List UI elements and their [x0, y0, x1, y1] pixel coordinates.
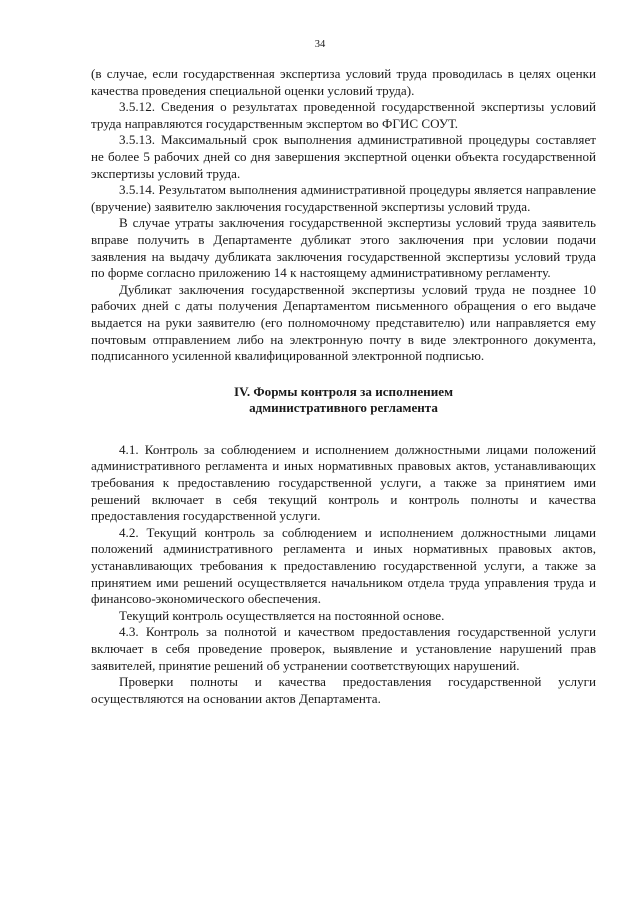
paragraph-3-5-12: 3.5.12. Сведения о результатах проведенной государственной экспертизы условий труда направляются государственным экспертом во ФГИС СОУТ.: [91, 99, 596, 131]
section-heading-line-1: IV. Формы контроля за исполнением: [234, 383, 453, 399]
paragraph-4-1: 4.1. Контроль за соблюдением и исполнением должностными лицами положений административного регламента и иных нормативных правовых актов, устанавливающих требования к предоставлению государственной услуги, а также за принятием ими решений включает в себя текущий контроль и контроль полноты и качества предоставления государственной услуги.: [91, 441, 596, 524]
page-number: 34: [314, 39, 326, 50]
paragraph-duplicate: Дубликат заключения государственной экспертизы условий труда не позднее 10 рабочих дней с даты получения Департаментом письменного обращения о его выдаче выдается на руки заявителю (его полномочному представителю) или направляется ему почтовым отправлением либо на электронную почту в виде электронного документа, подписанного усиленной квалифицированной электронной подписью.: [91, 281, 596, 364]
paragraph-3-5-13: 3.5.13. Максимальный срок выполнения административной процедуры составляет не более 5 рабочих дней со дня завершения экспертной оценки объекта государственной экспертизы условий труда.: [91, 132, 596, 181]
paragraph-4-2: 4.2. Текущий контроль за соблюдением и исполнением должностными лицами положений административного регламента и иных нормативных правовых актов, устанавливающих требования к предоставлению государственной услуги, а также за принятием ими решений осуществляется начальником отдела труда управления труда и финансово-экономического обеспечения.: [91, 524, 596, 607]
paragraph-current-control: Текущий контроль осуществляется на постоянной основе.: [119, 607, 445, 623]
section-heading-line-2: административного регламента: [249, 400, 438, 416]
paragraph-4-3: 4.3. Контроль за полнотой и качеством предоставления государственной услуги включает в себя проведение проверок, выявление и установление нарушений прав заявителей, принятие решений об устранении соответствующих нарушений.: [91, 624, 596, 673]
paragraph-checks: Проверки полноты и качества предоставления государственной услуги осуществляются на основании актов Департамента.: [91, 674, 596, 706]
section-heading: [91, 384, 596, 417]
document-body: [91, 66, 596, 707]
paragraph-continuation: (в случае, если государственная экспертиза условий труда проводилась в целях оценки качества проведения специальной оценки условий труда).: [91, 66, 596, 98]
paragraph-3-5-14: 3.5.14. Результатом выполнения административной процедуры является направление (вручение) заявителю заключения государственной экспертизы условий труда.: [91, 182, 596, 214]
paragraph-loss-of-conclusion: В случае утраты заключения государственной экспертизы условий труда заявитель вправе получить в Департаменте дубликат этого заключения при условии подачи заявления на выдачу дубликата заключения государственной экспертизы условий труда по форме согласно приложению 14 к настоящему административному регламенту.: [91, 215, 596, 281]
